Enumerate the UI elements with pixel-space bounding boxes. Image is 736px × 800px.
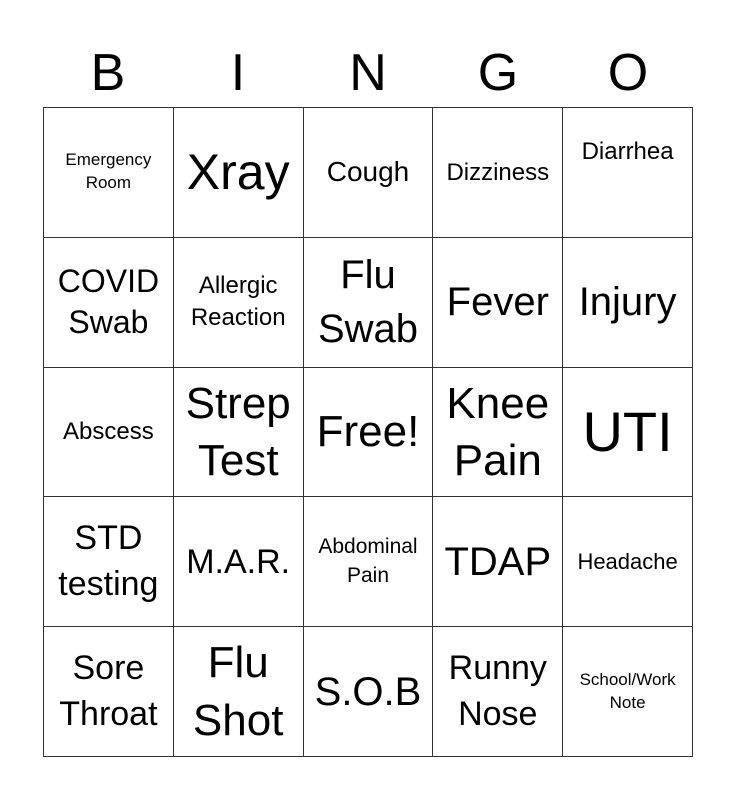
bingo-cell-r4-c5[interactable] xyxy=(563,497,693,627)
header-letter-n: N xyxy=(349,44,387,102)
bingo-cell-r2-c1[interactable] xyxy=(44,238,174,368)
cell-label: COVID Swab xyxy=(57,262,160,341)
bingo-header xyxy=(43,40,693,106)
cell-label: Injury xyxy=(578,280,677,325)
bingo-cell-r5-c3[interactable] xyxy=(304,627,434,757)
bingo-cell-r4-c2[interactable] xyxy=(174,497,304,627)
cell-label: School/Work Note xyxy=(579,669,676,712)
bingo-cell-r3-c4[interactable] xyxy=(433,368,563,498)
bingo-cell-r1-c4[interactable] xyxy=(433,108,563,238)
bingo-cell-r3-c2[interactable] xyxy=(174,368,304,498)
header-letter-g: G xyxy=(477,44,519,102)
bingo-cell-r3-c1[interactable] xyxy=(44,368,174,498)
cell-label: Fever xyxy=(446,280,549,325)
header-letter-b: B xyxy=(90,44,126,102)
cell-label: Abscess xyxy=(63,418,154,446)
bingo-cell-r2-c3[interactable] xyxy=(304,238,434,368)
cell-label: Cough xyxy=(326,156,410,188)
header-letter-o: O xyxy=(607,44,649,102)
bingo-cell-r1-c5[interactable] xyxy=(563,108,693,238)
header-letter-i: I xyxy=(230,44,246,102)
bingo-cell-r2-c4[interactable] xyxy=(433,238,563,368)
cell-label: Runny Nose xyxy=(448,648,547,733)
bingo-cell-r5-c5[interactable] xyxy=(563,627,693,757)
cell-label: S.O.B xyxy=(314,669,422,714)
bingo-cell-r5-c2[interactable] xyxy=(174,627,304,757)
bingo-cell-r1-c3[interactable] xyxy=(304,108,434,238)
bingo-cell-r5-c1[interactable] xyxy=(44,627,174,757)
bingo-cell-r2-c5[interactable] xyxy=(563,238,693,368)
cell-label: TDAP xyxy=(444,539,552,584)
cell-label: Xray xyxy=(186,143,290,200)
bingo-cell-r4-c1[interactable] xyxy=(44,497,174,627)
bingo-board xyxy=(43,107,693,757)
cell-label: Sore Throat xyxy=(59,648,158,733)
cell-label: Abdominal Pain xyxy=(318,535,418,587)
cell-label: Strep Test xyxy=(185,378,291,485)
bingo-cell-r4-c4[interactable] xyxy=(433,497,563,627)
cell-label: Dizziness xyxy=(446,158,550,186)
cell-label: Headache xyxy=(577,548,678,574)
bingo-cell-r3-c5[interactable] xyxy=(563,368,693,498)
cell-label: Allergic Reaction xyxy=(190,271,286,332)
bingo-cell-r1-c2[interactable] xyxy=(174,108,304,238)
cell-label: Diarrhea xyxy=(581,138,674,165)
cell-label: Free! xyxy=(316,407,420,457)
cell-label: Knee Pain xyxy=(446,378,550,485)
bingo-cell-r4-c3[interactable] xyxy=(304,497,434,627)
cell-label: M.A.R. xyxy=(186,542,291,581)
cell-label: Flu Shot xyxy=(192,638,284,745)
bingo-cell-r5-c4[interactable] xyxy=(433,627,563,757)
bingo-cell-r3-c3[interactable] xyxy=(304,368,434,498)
cell-label: STD testing xyxy=(58,518,159,603)
cell-label: UTI xyxy=(582,399,673,463)
cell-label: Flu Swab xyxy=(317,253,419,352)
bingo-cell-r2-c2[interactable] xyxy=(174,238,304,368)
bingo-cell-r1-c1[interactable] xyxy=(44,108,174,238)
cell-label: Emergency Room xyxy=(65,150,152,193)
